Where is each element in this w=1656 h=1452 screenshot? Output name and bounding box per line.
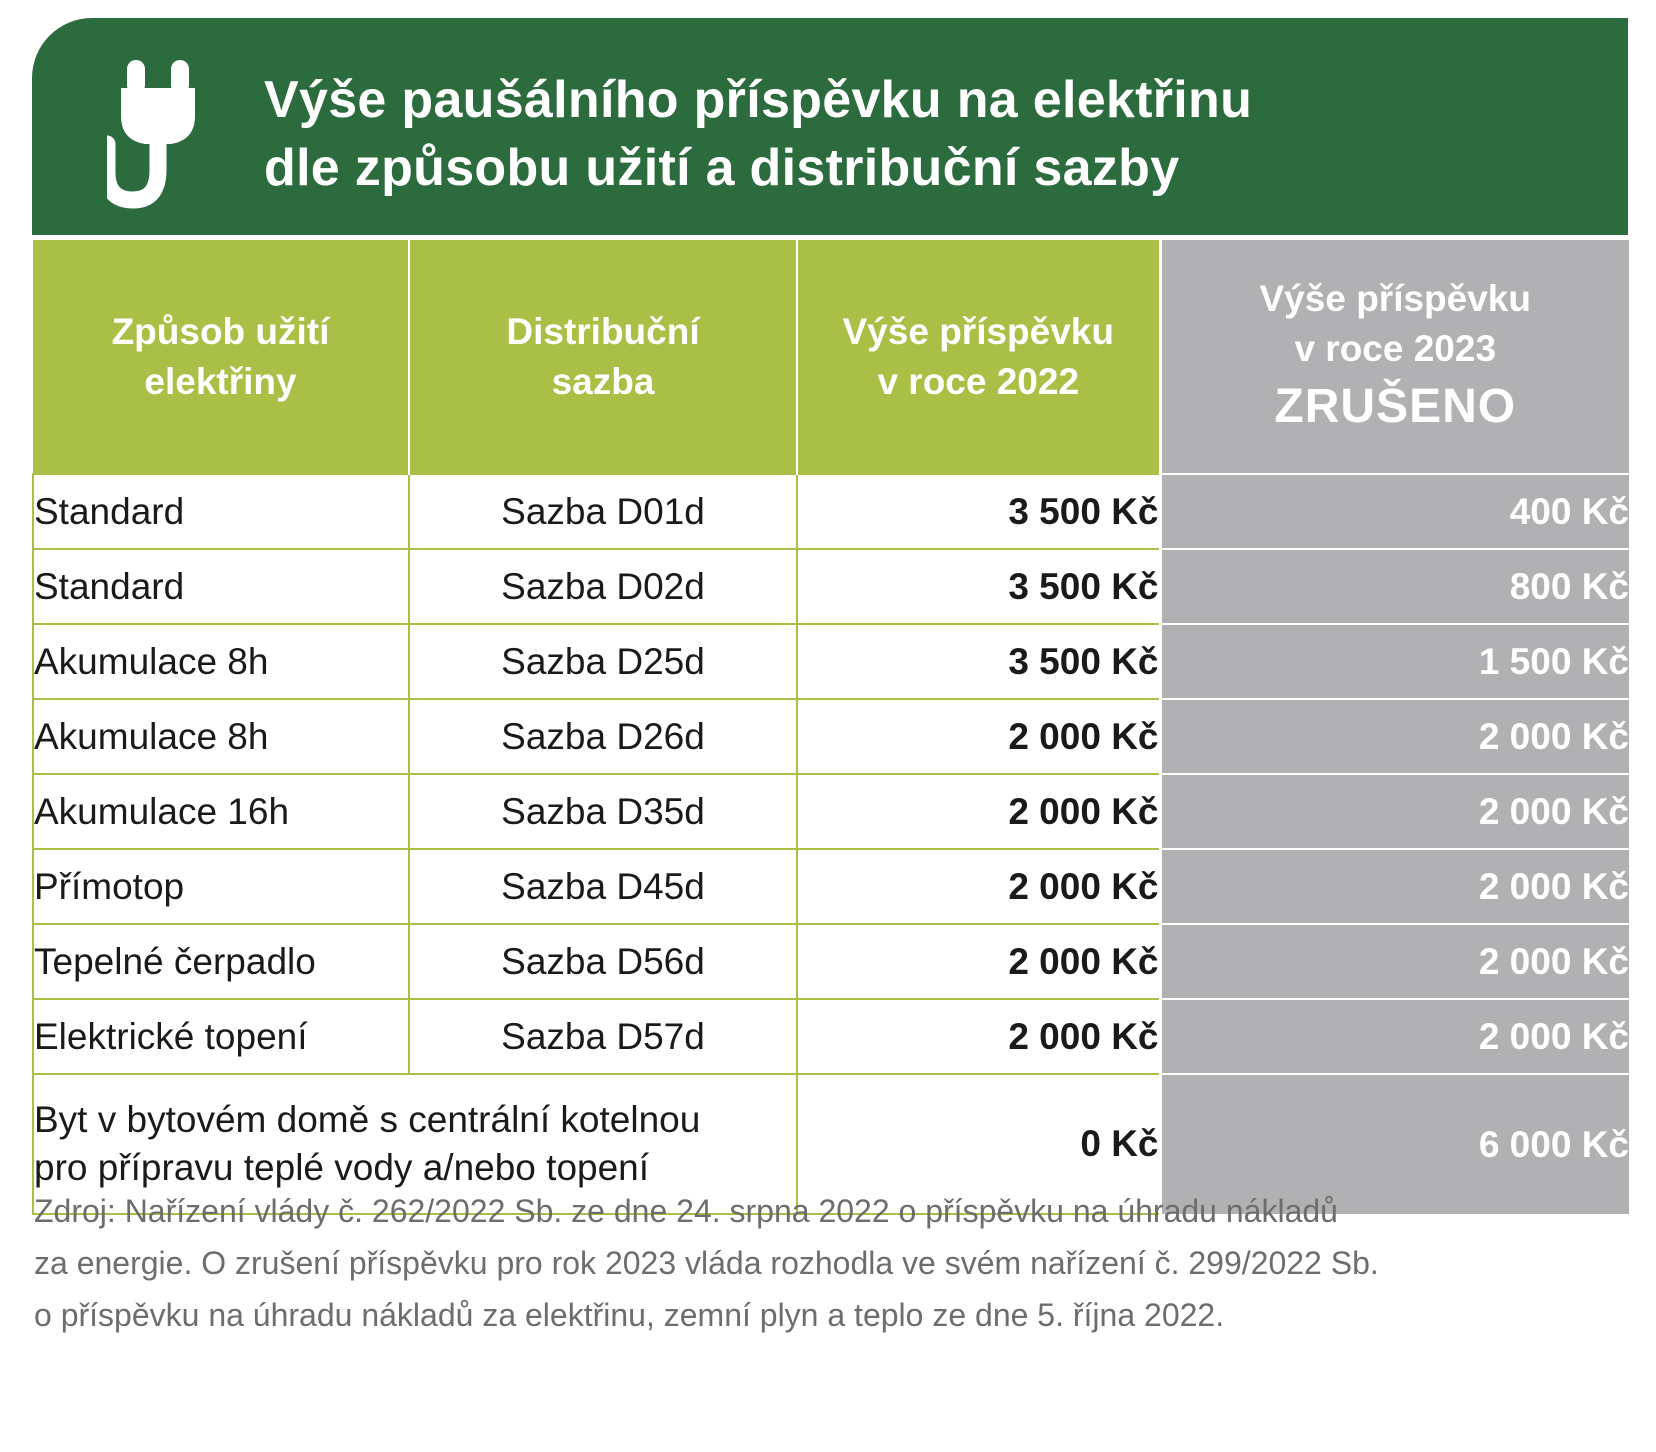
column-header-2023-line1: Výše příspěvku — [1259, 277, 1531, 319]
value-2023-cell: 2 000 Kč — [1160, 699, 1629, 774]
table-row — [33, 774, 1629, 849]
title-banner — [32, 18, 1628, 235]
value-2022-cell: 2 000 Kč — [797, 849, 1160, 924]
page-title — [264, 66, 1252, 202]
column-header-2022-line2: v roce 2022 — [877, 360, 1080, 402]
table-header-row — [33, 240, 1629, 474]
value-2022-cell: 3 500 Kč — [797, 474, 1160, 549]
column-header-rate-line1: Distribuční — [506, 310, 700, 352]
value-2023-cell: 1 500 Kč — [1160, 624, 1629, 699]
rate-cell: Sazba D26d — [409, 699, 797, 774]
table-body — [33, 474, 1629, 1074]
table-row — [33, 849, 1629, 924]
value-2023-cell: 800 Kč — [1160, 549, 1629, 624]
plug-icon — [107, 60, 227, 210]
rate-cell: Sazba D02d — [409, 549, 797, 624]
usage-cell: Akumulace 8h — [33, 624, 409, 699]
table-row — [33, 924, 1629, 999]
table-row — [33, 699, 1629, 774]
title-line-1: Výše paušálního příspěvku na elektřinu — [264, 71, 1253, 129]
value-2022-cell: 0 Kč — [797, 1074, 1160, 1214]
title-line-2: dle způsobu užití a distribuční sazby — [264, 139, 1180, 197]
value-2023-cell: 2 000 Kč — [1160, 774, 1629, 849]
value-2022-cell: 2 000 Kč — [797, 924, 1160, 999]
source-line-2: za energie. O zrušení příspěvku pro rok 2023 vláda rozhodla ve svém nařízení č. 299/2022 Sb. — [34, 1245, 1379, 1281]
rate-cell: Sazba D45d — [409, 849, 797, 924]
value-2023-cell: 2 000 Kč — [1160, 999, 1629, 1074]
column-header-usage-line1: Způsob užití — [111, 310, 330, 352]
usage-cell: Elektrické topení — [33, 999, 409, 1074]
column-header-2022 — [797, 240, 1160, 474]
source-note — [34, 1185, 1624, 1341]
value-2022-cell: 2 000 Kč — [797, 774, 1160, 849]
usage-cell: Akumulace 16h — [33, 774, 409, 849]
rate-cell: Sazba D25d — [409, 624, 797, 699]
usage-cell: Tepelné čerpadlo — [33, 924, 409, 999]
usage-cell: Akumulace 8h — [33, 699, 409, 774]
rate-cell: Sazba D56d — [409, 924, 797, 999]
table-row — [33, 549, 1629, 624]
rate-cell: Sazba D01d — [409, 474, 797, 549]
usage-cell: Standard — [33, 474, 409, 549]
source-line-3: o příspěvku na úhradu nákladů za elektřinu, zemní plyn a teplo ze dne 5. října 2022. — [34, 1297, 1225, 1333]
source-line-1: Zdroj: Nařízení vlády č. 262/2022 Sb. ze dne 24. srpna 2022 o příspěvku na úhradu nákladů — [34, 1193, 1338, 1229]
column-header-2023 — [1160, 240, 1629, 474]
contribution-table — [32, 240, 1629, 1215]
value-2023-cell: 6 000 Kč — [1160, 1074, 1629, 1214]
table-row — [33, 999, 1629, 1074]
usage-cell: Přímotop — [33, 849, 409, 924]
rate-cell: Sazba D35d — [409, 774, 797, 849]
value-2022-cell: 2 000 Kč — [797, 699, 1160, 774]
usage-line-1: Byt v bytovém domě s centrální kotelnou — [34, 1099, 701, 1140]
usage-cell: Standard — [33, 549, 409, 624]
column-header-2022-line1: Výše příspěvku — [842, 310, 1114, 352]
usage-line-2: pro přípravu teplé vody a/nebo topení — [34, 1147, 650, 1188]
value-2022-cell: 3 500 Kč — [797, 549, 1160, 624]
rate-cell: Sazba D57d — [409, 999, 797, 1074]
column-header-rate — [409, 240, 797, 474]
column-header-usage — [33, 240, 409, 474]
value-2023-cell: 2 000 Kč — [1160, 924, 1629, 999]
value-2022-cell: 3 500 Kč — [797, 624, 1160, 699]
column-header-rate-line2: sazba — [551, 360, 655, 402]
cancelled-label: ZRUŠENO — [1274, 379, 1517, 433]
column-header-usage-line2: elektřiny — [144, 360, 297, 402]
table-row — [33, 474, 1629, 549]
value-2023-cell: 400 Kč — [1160, 474, 1629, 549]
column-header-2023-line2: v roce 2023 — [1294, 327, 1497, 369]
table-row — [33, 624, 1629, 699]
value-2022-cell: 2 000 Kč — [797, 999, 1160, 1074]
value-2023-cell: 2 000 Kč — [1160, 849, 1629, 924]
